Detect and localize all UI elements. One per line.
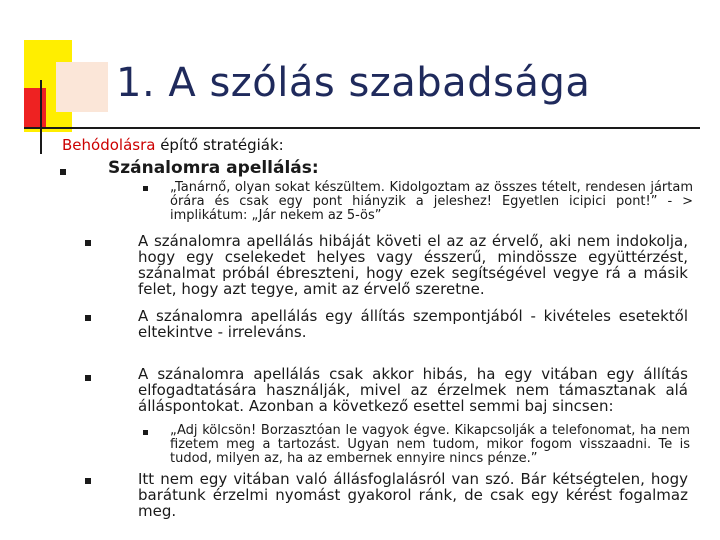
list-item: „Adj kölcsön! Borzasztóan le vagyok égve. Kikapcsolják a telefonomat, ha nem fizetem meg a tartozást. Ugyan nem tudom, mikor fogom visszaadni. Te is tudod, milyen az, ha az embernek ennyire nincs pénze.” bbox=[170, 423, 690, 466]
decor-red-square bbox=[24, 88, 46, 128]
bullet-icon bbox=[85, 240, 91, 246]
bullet-icon bbox=[85, 375, 91, 381]
decor-vertical-rule bbox=[40, 80, 42, 154]
list-item: A szánalomra apellálás egy állítás szempontjából - kivételes esetektől eltekintve - irreleváns. bbox=[138, 307, 688, 341]
bullet-icon bbox=[85, 478, 91, 484]
slide-title: 1. A szólás szabadsága bbox=[116, 60, 591, 106]
slide-subtitle bbox=[62, 136, 284, 154]
bullet-icon bbox=[143, 186, 148, 191]
bullet-icon bbox=[60, 169, 66, 175]
bullet-icon bbox=[85, 315, 91, 321]
decor-horizontal-rule bbox=[24, 127, 700, 129]
list-item: Itt nem egy vitában való állásfoglalásról van szó. Bár kétségtelen, hogy barátunk érzelmi nyomást gyakorol ránk, de csak egy kérést fogalmaz meg. bbox=[138, 470, 688, 520]
subtitle-rest: építő stratégiák: bbox=[155, 136, 284, 154]
section-heading: Szánalomra apellálás: bbox=[108, 158, 319, 178]
list-item: A szánalomra apellálás csak akkor hibás, ha egy vitában egy állítás elfogadtatására használják, mivel az érzelmek nem támasztanak alá álláspontokat. Azonban a következő esettel semmi baj sincsen: bbox=[138, 365, 688, 415]
list-item: „Tanárnő, olyan sokat készültem. Kidolgoztam az összes tételt, rendesen jártam órára és csak egy pont hiányzik a jeleshez! Egyetlen icipici pont!” - > implikátum: „Jár nekem az 5-ös” bbox=[170, 180, 693, 223]
decor-pale-square bbox=[56, 62, 108, 112]
list-item: A szánalomra apellálás hibáját követi el az az érvelő, aki nem indokolja, hogy egy cselekedet helyes vagy ésszerű, mindössze együttérzést, szánalmat próbál ébreszteni, hogy ezek segítségével vegye rá a másik felet, hogy azt tegye, amit az érvelő szeretne. bbox=[138, 232, 688, 298]
subtitle-highlight: Behódolásra bbox=[62, 136, 156, 154]
bullet-icon bbox=[143, 430, 148, 435]
